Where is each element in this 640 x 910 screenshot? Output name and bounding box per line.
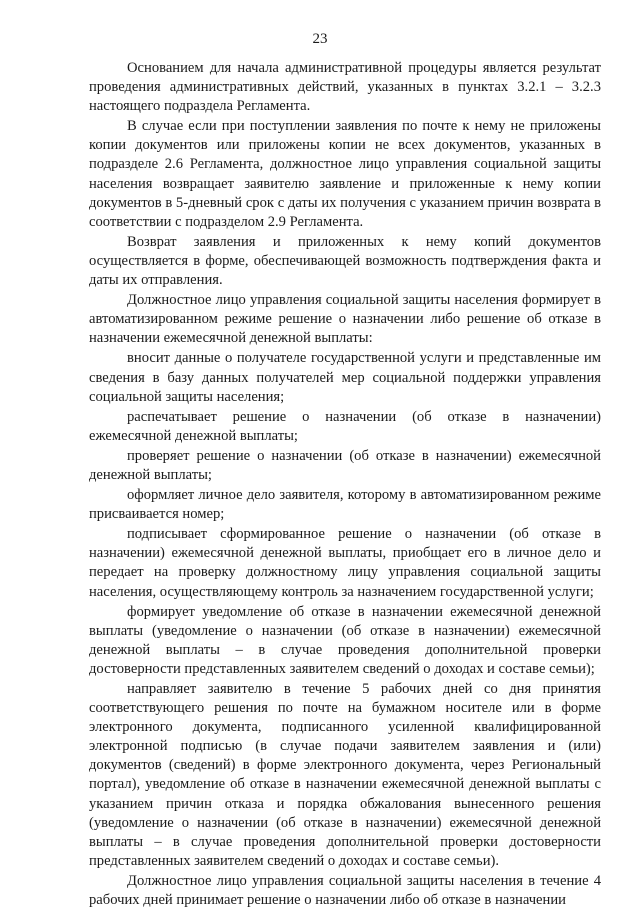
- list-item: вносит данные о получателе государственной услуги и представленные им сведения в базу данных получателей мер социальной поддержки управления социальной защиты населения;: [89, 350, 601, 405]
- page-number: 23: [312, 31, 328, 47]
- list-item: подписывает сформированное решение о назначении (об отказе в назначении) ежемесячной денежной выплаты, приобщает его в личное дело и передает на проверку должностному лицу управления социальной защиты населения, осуществляющему контроль за назначением государственной услуги;: [89, 526, 601, 600]
- list-item: формирует уведомление об отказе в назначении ежемесячной денежной выплаты (уведомление о назначении (об отказе в назначении) ежемесячной денежной выплаты – в случае проведения дополнительной проверки достоверности представленных заявителем сведений о доходах и составе семьи);: [89, 603, 601, 677]
- paragraph: Основанием для начала административной процедуры является результат проведения административных действий, указанных в пунктах 3.2.1 – 3.2.3 настоящего подраздела Регламента.: [89, 60, 601, 115]
- list-item: проверяет решение о назначении (об отказе в назначении) ежемесячной денежной выплаты;: [89, 447, 601, 483]
- list-item: направляет заявителю в течение 5 рабочих дней со дня принятия соответствующего решения по почте на бумажном носителе или в форме электронного документа, подписанного усиленной квалифицированной электронной подписью (в случае подачи заявителем заявления и (или) документов (сведений) в форме электронного документа, через Региональный портал), уведомление об отказе в назначении ежемесячной денежной выплаты с указанием причин отказа и порядка обжалования вынесенного решения (уведомление о назначении (об отказе в назначении) ежемесячной денежной выплаты – в случае проведения дополнительной проверки достоверности представленных заявителем сведений о доходах и составе семьи).: [89, 681, 601, 869]
- list-item: распечатывает решение о назначении (об отказе в назначении) ежемесячной денежной выплаты;: [89, 408, 601, 444]
- paragraph: В случае если при поступлении заявления по почте к нему не приложены копии документов или приложены копии не всех документов, указанных в подразделе 2.6 Регламента, должностное лицо управления социальной защиты населения возвращает заявителю заявление и приложенные к нему копии документов в 5-дневный срок с даты их получения с указанием причин возврата в соответствии с подразделом 2.9 Регламента.: [89, 118, 601, 230]
- list-item: оформляет личное дело заявителя, которому в автоматизированном режиме присваивается номер;: [89, 487, 601, 523]
- paragraph: Возврат заявления и приложенных к нему копий документов осуществляется в форме, обеспечивающей возможность подтверждения факта и даты их отправления.: [89, 233, 601, 289]
- paragraph: Должностное лицо управления социальной защиты населения в течение 4 рабочих дней принимает решение о назначении либо об отказе в назначении: [89, 872, 601, 909]
- document-body: [89, 59, 601, 910]
- paragraph: Должностное лицо управления социальной защиты населения формирует в автоматизированном режиме решение о назначении либо решение об отказе в назначении ежемесячной денежной выплаты:: [89, 292, 601, 347]
